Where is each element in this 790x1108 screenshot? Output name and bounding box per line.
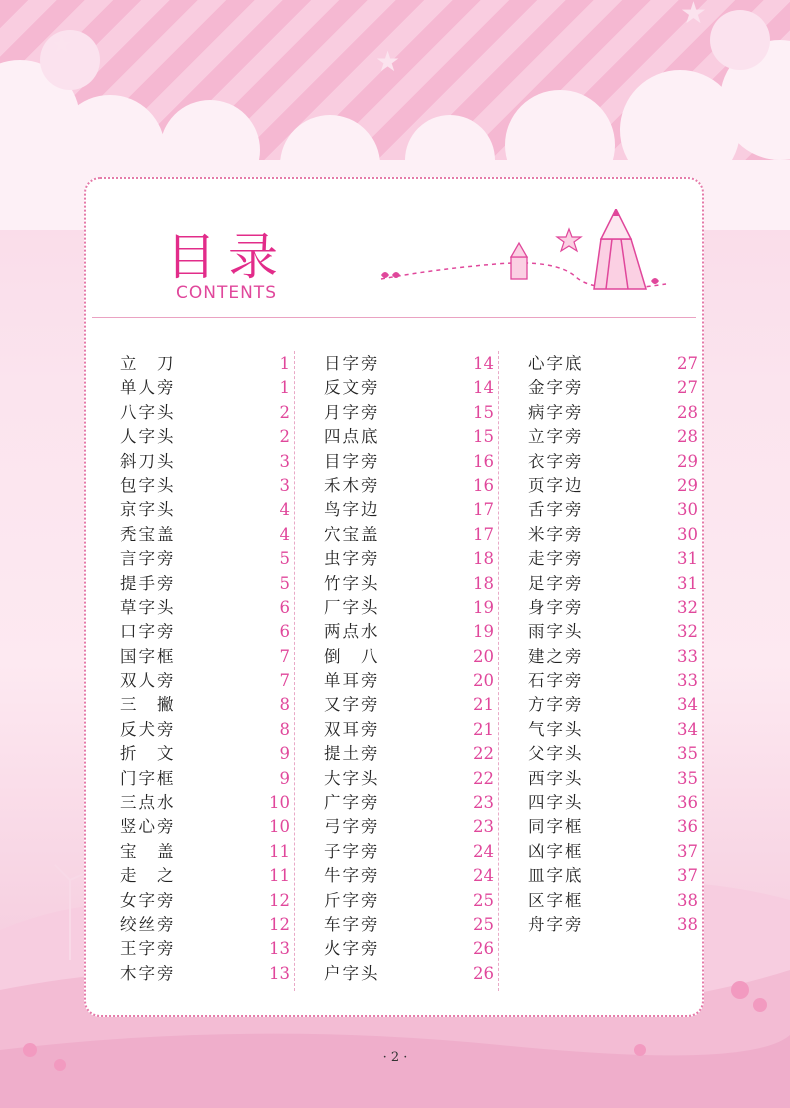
toc-entry-name: 建之旁 [528,646,584,666]
toc-entry-page: 23 [473,793,494,813]
toc-entry[interactable] [324,962,494,986]
toc-entry-page: 16 [473,475,494,495]
toc-entry-page: 35 [677,768,698,788]
toc-entry[interactable] [324,840,494,864]
toc-entry[interactable] [120,645,290,669]
toc-entry[interactable] [528,596,698,620]
toc-entry-page: 19 [473,597,494,617]
toc-entry-page: 6 [279,622,290,642]
toc-entry[interactable] [120,376,290,400]
toc-entry-page: 3 [279,451,290,471]
toc-entry-name: 日字旁 [324,354,380,373]
toc-entry[interactable] [324,401,494,425]
toc-entry[interactable] [120,669,290,693]
toc-entry[interactable] [324,620,494,644]
toc-entry-name: 鸟字边 [324,500,380,520]
toc-column-2 [324,352,494,986]
toc-entry-name: 衣字旁 [528,451,584,471]
page-number: · 2 · [382,1050,408,1065]
toc-entry-page: 24 [473,841,494,861]
toc-entry-page: 17 [473,500,494,520]
toc-entry-page: 2 [279,427,290,447]
toc-entry-page: 38 [677,890,698,910]
toc-entry[interactable] [528,669,698,693]
toc-entry-name: 秃宝盖 [120,524,176,544]
toc-entry-name: 斤字旁 [324,890,380,910]
toc-entry-name: 舟字旁 [528,914,584,934]
toc-entry-page: 18 [473,549,494,569]
toc-entry-name: 大字头 [324,768,380,788]
toc-entry[interactable] [324,523,494,547]
toc-entry-name: 金字旁 [528,378,584,398]
toc-entry-name: 雨字头 [528,622,584,642]
toc-entry-name: 八字头 [120,402,176,422]
toc-entry[interactable] [120,425,290,449]
toc-entry[interactable] [528,620,698,644]
toc-entry-name: 火字旁 [324,939,380,959]
toc-entry-page: 25 [473,914,494,934]
toc-entry-name: 走字旁 [528,549,584,569]
toc-entry[interactable] [120,767,290,791]
toc-entry[interactable] [324,669,494,693]
toc-entry-page: 33 [677,646,698,666]
toc-entry-name: 折 文 [120,744,176,764]
toc-entry-name: 双耳旁 [324,719,380,739]
toc-entry[interactable] [528,718,698,742]
toc-entry-name: 反文旁 [324,378,380,398]
toc-entry-page: 27 [677,354,698,373]
pencil-illustration [376,209,676,299]
toc-entry[interactable] [528,693,698,717]
toc-entry[interactable] [324,913,494,937]
toc-entry-page: 7 [279,671,290,691]
toc-entry-name: 弓字旁 [324,817,380,837]
toc-entry-page: 33 [677,671,698,691]
toc-entry-page: 8 [279,719,290,739]
toc-entry-page: 18 [473,573,494,593]
toc-entry-name: 广字旁 [324,793,380,813]
toc-entry-name: 提手旁 [120,573,176,593]
toc-entry-name: 心字底 [528,354,584,373]
star-icon: ★ [680,0,707,31]
toc-entry[interactable] [120,962,290,986]
toc-entry[interactable] [528,742,698,766]
toc-entry[interactable] [120,937,290,961]
toc-entry-page: 2 [279,402,290,422]
toc-entry-page: 3 [279,475,290,495]
toc-entry-name: 同字框 [528,817,584,837]
toc-entry-name: 凶字框 [528,841,584,861]
toc-entry-page: 30 [677,524,698,544]
toc-entry[interactable] [324,425,494,449]
toc-entry-name: 四点底 [324,427,380,447]
toc-entry-name: 四字头 [528,793,584,813]
toc-entry[interactable] [528,645,698,669]
toc-entry-page: 15 [473,402,494,422]
toc-entry-page: 9 [279,744,290,764]
toc-entry-name: 言字旁 [120,549,176,569]
toc-entry[interactable] [528,376,698,400]
toc-entry[interactable] [120,523,290,547]
toc-entry-name: 木字旁 [120,963,176,983]
toc-entry[interactable] [120,742,290,766]
toc-entry-page: 31 [677,573,698,593]
toc-entry-name: 穴宝盖 [324,524,380,544]
toc-entry[interactable] [324,864,494,888]
toc-entry-page: 13 [269,939,290,959]
toc-entry-page: 29 [677,451,698,471]
toc-entry[interactable] [528,840,698,864]
toc-entry-page: 37 [677,841,698,861]
toc-entry[interactable] [528,523,698,547]
toc-entry[interactable] [324,693,494,717]
toc-entry-page: 7 [279,646,290,666]
toc-entry-name: 病字旁 [528,402,584,422]
toc-entry[interactable] [324,937,494,961]
toc-entry-name: 京字头 [120,500,176,520]
toc-entry-page: 34 [677,695,698,715]
toc-entry-name: 舌字旁 [528,500,584,520]
toc-entry-page: 36 [677,793,698,813]
toc-entry-name: 王字旁 [120,939,176,959]
toc-entry-name: 牛字旁 [324,866,380,886]
toc-entry[interactable] [324,352,494,376]
toc-entry-name: 走 之 [120,866,176,886]
toc-entry-name: 方字旁 [528,695,584,715]
toc-entry[interactable] [120,401,290,425]
toc-entry-name: 包字头 [120,475,176,495]
toc-entry[interactable] [120,620,290,644]
toc-entry-page: 14 [473,378,494,398]
toc-entry-page: 34 [677,719,698,739]
toc-entry-page: 26 [473,963,494,983]
toc-entry-page: 4 [279,500,290,520]
toc-entry-name: 草字头 [120,597,176,617]
toc-entry[interactable] [120,840,290,864]
star-icon [557,229,581,251]
toc-entry[interactable] [120,596,290,620]
toc-entry-page: 5 [279,573,290,593]
toc-entry-page: 15 [473,427,494,447]
toc-entry[interactable] [528,547,698,571]
toc-entry[interactable] [324,450,494,474]
toc-entry-page: 11 [269,866,290,886]
toc-entry-page: 27 [677,378,698,398]
toc-entry-page: 30 [677,500,698,520]
toc-entry[interactable] [528,889,698,913]
page-subtitle: CONTENTS [176,283,277,303]
toc-entry[interactable] [324,815,494,839]
toc-entry-page: 1 [279,354,290,373]
toc-entry[interactable] [528,913,698,937]
toc-entry-name: 单人旁 [120,378,176,398]
page-title: 目录 [166,228,290,286]
toc-entry[interactable] [324,645,494,669]
toc-entry[interactable] [528,791,698,815]
toc-entry[interactable] [120,864,290,888]
toc-entry-page: 11 [269,841,290,861]
toc-entry-name: 两点水 [324,622,380,642]
toc-entry[interactable] [120,474,290,498]
toc-entry-page: 12 [269,890,290,910]
header-divider [92,317,696,318]
toc-entry-page: 21 [473,719,494,739]
toc-entry-name: 足字旁 [528,573,584,593]
toc-entry-name: 石字旁 [528,671,584,691]
toc-entry-name: 绞丝旁 [120,914,176,934]
toc-entry[interactable] [120,547,290,571]
toc-entry-page: 29 [677,475,698,495]
toc-entry[interactable] [120,718,290,742]
toc-entry-page: 28 [677,427,698,447]
toc-entry[interactable] [324,889,494,913]
toc-entry[interactable] [324,718,494,742]
toc-entry-page: 14 [473,354,494,373]
toc-entry-page: 17 [473,524,494,544]
toc-entry[interactable] [120,913,290,937]
toc-entry-page: 12 [269,914,290,934]
toc-column-1 [120,352,290,986]
toc-entry[interactable] [324,596,494,620]
toc-entry-name: 身字旁 [528,597,584,617]
column-divider [498,351,499,991]
toc-entry-page: 22 [473,768,494,788]
toc-entry[interactable] [120,572,290,596]
toc-entry[interactable] [324,498,494,522]
toc-entry[interactable] [120,815,290,839]
column-divider [294,351,295,991]
toc-entry-page: 8 [279,695,290,715]
toc-entry[interactable] [120,450,290,474]
toc-entry-name: 国字框 [120,646,176,666]
toc-entry-page: 32 [677,597,698,617]
toc-entry-page: 10 [269,817,290,837]
star-icon: ★ [50,30,74,60]
toc-entry-page: 38 [677,914,698,934]
toc-entry-page: 20 [473,671,494,691]
toc-entry[interactable] [324,572,494,596]
toc-entry[interactable] [120,693,290,717]
toc-entry[interactable] [324,742,494,766]
toc-entry-page: 22 [473,744,494,764]
toc-entry-name: 米字旁 [528,524,584,544]
toc-entry-name: 又字旁 [324,695,380,715]
toc-column-3 [528,352,698,937]
toc-entry-name: 三 撇 [120,695,176,715]
toc-entry-page: 26 [473,939,494,959]
toc-entry[interactable] [528,767,698,791]
toc-entry-page: 1 [279,378,290,398]
toc-entry-page: 4 [279,524,290,544]
toc-entry[interactable] [528,815,698,839]
toc-entry-page: 25 [473,890,494,910]
toc-entry[interactable] [528,864,698,888]
toc-entry-name: 立 刀 [120,354,176,373]
toc-entry-name: 门字框 [120,768,176,788]
toc-entry-page: 37 [677,866,698,886]
toc-entry-page: 9 [279,768,290,788]
toc-entry[interactable] [120,889,290,913]
toc-entry-name: 皿字底 [528,866,584,886]
toc-entry-name: 口字旁 [120,622,176,642]
contents-panel [84,177,704,1017]
toc-entry[interactable] [324,767,494,791]
toc-entry-page: 23 [473,817,494,837]
toc-entry[interactable] [120,498,290,522]
toc-entry-name: 虫字旁 [324,549,380,569]
toc-entry-page: 6 [279,597,290,617]
toc-entry-page: 36 [677,817,698,837]
toc-entry[interactable] [528,474,698,498]
star-icon: ★ [375,45,401,78]
toc-entry-page: 21 [473,695,494,715]
toc-entry-name: 斜刀头 [120,451,176,471]
toc-entry[interactable] [528,401,698,425]
toc-entry-name: 页字边 [528,475,584,495]
toc-entry-name: 父字头 [528,744,584,764]
toc-entry[interactable] [120,791,290,815]
toc-entry-name: 宝 盖 [120,841,176,861]
toc-entry[interactable] [120,352,290,376]
toc-entry-page: 32 [677,622,698,642]
toc-entry-page: 35 [677,744,698,764]
toc-entry-name: 倒 八 [324,646,380,666]
toc-entry-name: 区字框 [528,890,584,910]
toc-entry[interactable] [324,791,494,815]
toc-entry-name: 单耳旁 [324,671,380,691]
toc-entry-page: 19 [473,622,494,642]
toc-entry-name: 三点水 [120,793,176,813]
toc-entry-name: 反犬旁 [120,719,176,739]
toc-entry[interactable] [528,352,698,376]
toc-entry-name: 女字旁 [120,890,176,910]
toc-entry-name: 人字头 [120,427,176,447]
toc-entry-name: 竹字头 [324,573,380,593]
toc-entry-name: 子字旁 [324,841,380,861]
toc-entry-name: 双人旁 [120,671,176,691]
toc-entry-page: 31 [677,549,698,569]
toc-entry-name: 厂字头 [324,597,380,617]
toc-entry-page: 5 [279,549,290,569]
toc-entry-page: 20 [473,646,494,666]
toc-entry-name: 目字旁 [324,451,380,471]
toc-entry-page: 13 [269,963,290,983]
toc-entry-name: 月字旁 [324,402,380,422]
toc-entry[interactable] [528,572,698,596]
toc-entry-name: 户字头 [324,963,380,983]
toc-entry[interactable] [528,498,698,522]
toc-entry-name: 竖心旁 [120,817,176,837]
toc-entry-name: 车字旁 [324,914,380,934]
toc-entry[interactable] [528,425,698,449]
toc-entry-name: 气字头 [528,719,584,739]
toc-entry-name: 禾木旁 [324,475,380,495]
toc-entry-page: 24 [473,866,494,886]
toc-entry-name: 西字头 [528,768,584,788]
toc-entry-page: 28 [677,402,698,422]
toc-entry-name: 立字旁 [528,427,584,447]
toc-entry-page: 16 [473,451,494,471]
toc-entry[interactable] [528,450,698,474]
toc-entry-page: 10 [269,793,290,813]
toc-entry[interactable] [324,474,494,498]
toc-entry-name: 提土旁 [324,744,380,764]
toc-entry[interactable] [324,376,494,400]
toc-entry[interactable] [324,547,494,571]
